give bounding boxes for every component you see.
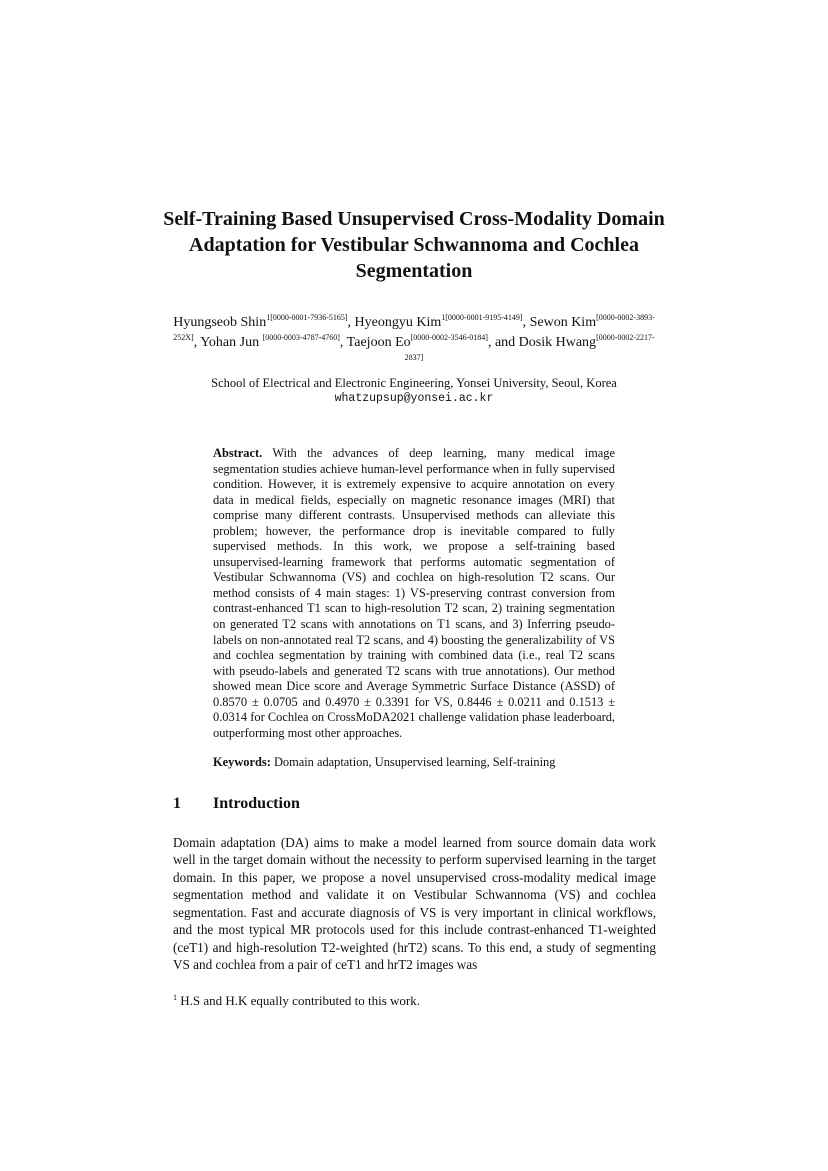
affiliation: School of Electrical and Electronic Engineering, Yonsei University, Seoul, Korea (211, 376, 617, 390)
author-name: Dosik Hwang (518, 335, 597, 350)
author-name: Hyungseob Shin (173, 315, 267, 330)
abstract-label: Abstract. (213, 446, 263, 460)
footnote-mark: 1 (173, 993, 177, 1002)
author-orcid: [0000-0003-4787-4760] (262, 333, 340, 342)
footnote-text: H.S and H.K equally contributed to this work. (180, 993, 420, 1008)
affiliation-block (150, 375, 678, 407)
author-name: Sewon Kim (529, 315, 597, 330)
section-title: Introduction (213, 795, 300, 812)
author-orcid: [0000-0002-3893-252X] (173, 313, 655, 342)
author-orcid: 1[0000-0001-9195-4149] (441, 313, 523, 322)
author-separator: , (347, 315, 355, 330)
author-orcid: 1[0000-0001-7936-5165] (266, 313, 348, 322)
author-orcid: [0000-0002-2217-2837] (404, 333, 655, 362)
author-list (172, 313, 656, 373)
author-name: Yohan Jun (200, 335, 263, 350)
author-name: Taejoon Eo (346, 335, 411, 350)
author-email: whatzupsup@yonsei.ac.kr (334, 392, 494, 405)
author-separator: , (522, 315, 530, 330)
keywords (213, 754, 615, 770)
author-separator: , (339, 335, 347, 350)
keywords-label: Keywords: (213, 755, 271, 769)
footnote (173, 993, 656, 1009)
author-separator: , and (487, 335, 519, 350)
author-name: Hyeongyu Kim (354, 315, 442, 330)
intro-paragraph: Domain adaptation (DA) aims to make a model learned from source domain data work well in the target domain without the necessity to perform supervised learning in the target domain. In this paper, we propose a novel unsupervised cross-modality medical image segmentation method and validate it on Vestibular Schwannoma (VS) and cochlea segmentation. Fast and accurate diagnosis of VS is very important in clinical workflows, and the most typical MR protocols used for this include contrast-enhanced T1-weighted (ceT1) and high-resolution T2-weighted (hrT2) scans. To this end, a study of segmenting VS and cochlea from a pair of ceT1 and hrT2 images was (173, 835, 656, 973)
section-number: 1 (173, 795, 181, 812)
author-separator: , (193, 335, 201, 350)
abstract (213, 446, 615, 741)
keywords-text: Domain adaptation, Unsupervised learning, Self-training (273, 755, 556, 769)
abstract-text: With the advances of deep learning, many medical image segmentation studies achieve human-level performance when in fully supervised condition. However, it is extremely expensive to acquire annotation on every data in medical fields, especially on magnetic resonance images (MRI) that comprise many different contrasts. Unsupervised methods can alleviate this problem; however, the performance drop is inevitable compared to fully supervised methods. In this work, we propose a self-training based unsupervised-learning framework that performs automatic segmentation of Vestibular Schwannoma (VS) and cochlea on high-resolution T2 scans. Our method consists of 4 main stages: 1) VS-preserving contrast conversion from contrast-enhanced T1 scan to high-resolution T2 scan, 2) training segmentation on generated T2 scans with annotations on T1 scans, and 3) Inferring pseudo-labels on non-annotated real T2 scans, and 4) boosting the generalizability of VS and cochlea segmentation by training with combined data (i.e., real T2 scans with pseudo-labels and generated T2 scans with true annotations). Our method showed mean Dice score and Average Symmetric Surface Distance (ASSD) of 0.8570 ± 0.0705 and 0.4970 ± 0.3391 for VS, 0.8446 ± 0.0211 and 0.1513 ± 0.0314 for Cochlea on CrossMoDA2021 challenge validation phase leaderboard, outperforming most other approaches. (213, 446, 616, 740)
paper-title: Self-Training Based Unsupervised Cross-Modality Domain Adaptation for Vestibular Schwannoma and Cochlea Segmentation (163, 208, 665, 282)
author-orcid: [0000-0002-3546-0184] (410, 333, 488, 342)
section-heading (173, 795, 300, 813)
